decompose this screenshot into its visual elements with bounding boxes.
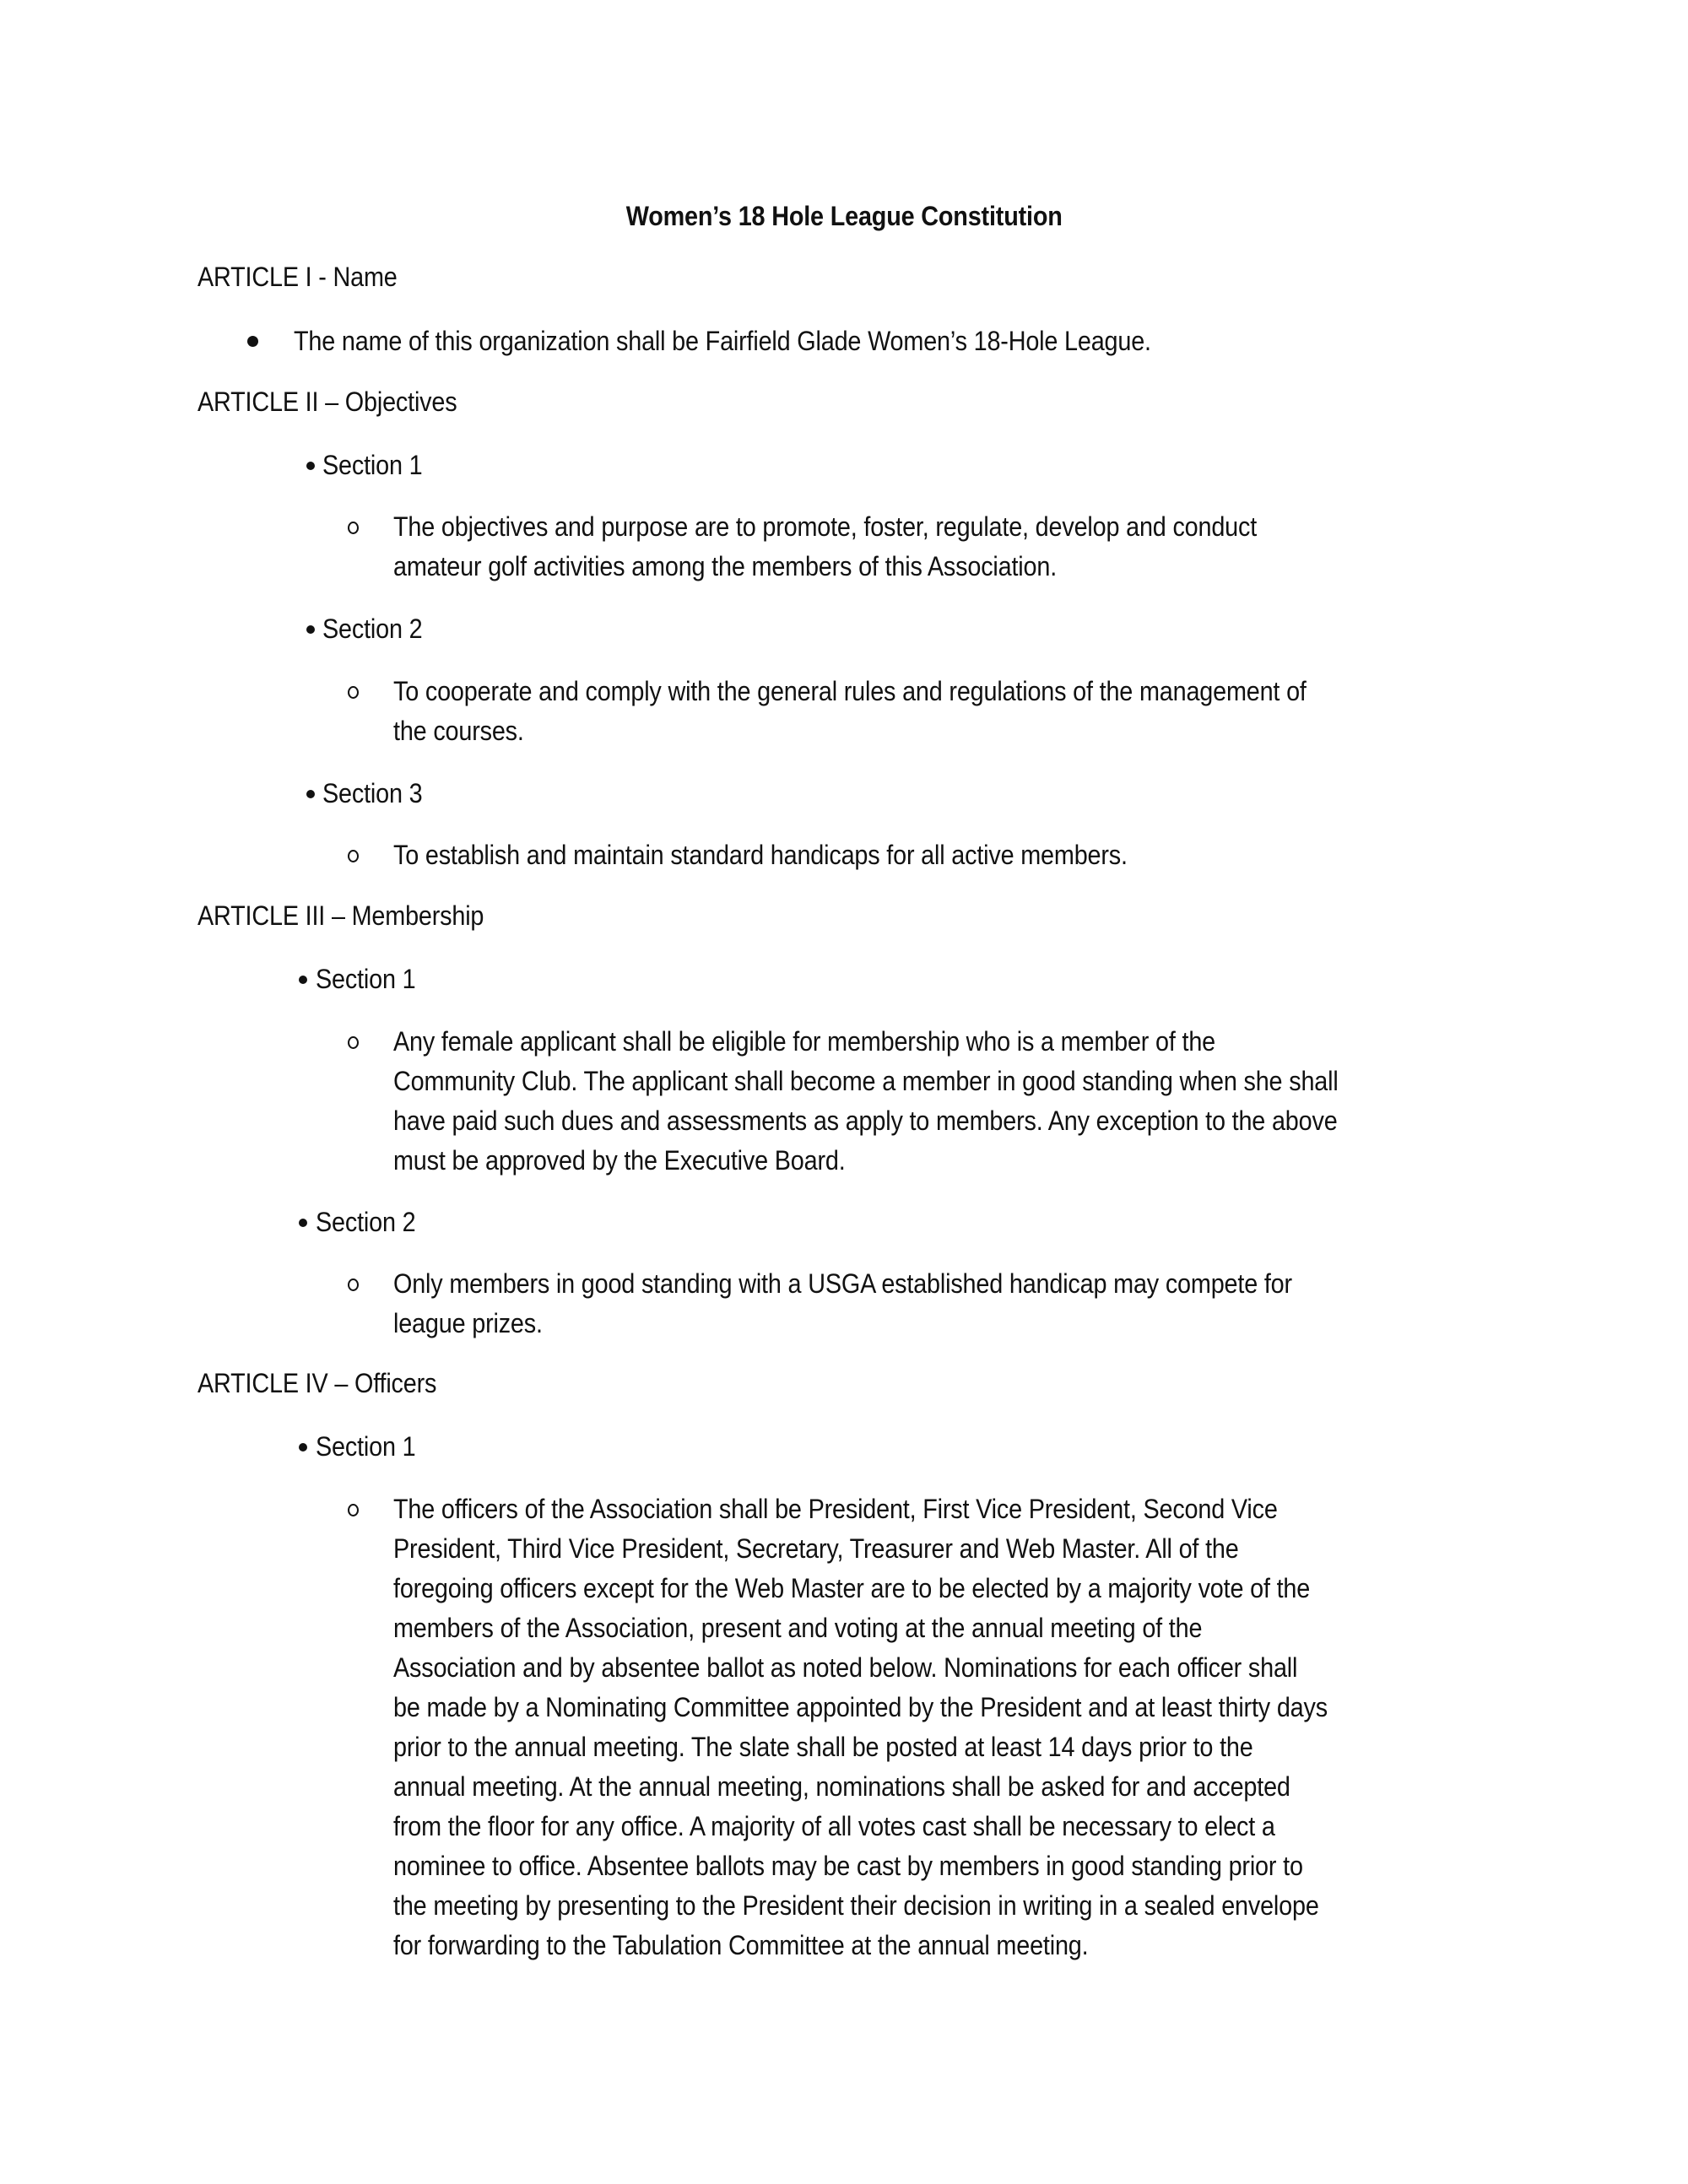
section-text-line: the courses. (393, 716, 524, 746)
section-label: Section 2 (316, 1207, 416, 1237)
section-text-line: from the floor for any office. A majority of all votes cast shall be necessary to elect a (393, 1811, 1275, 1841)
article-heading: ARTICLE I - Name (197, 262, 398, 292)
section-text-line: To establish and maintain standard handicaps for all active members. (393, 840, 1128, 870)
section-text-line: annual meeting. At the annual meeting, nominations shall be asked for and accepted (393, 1771, 1290, 1802)
bullet-icon (306, 462, 315, 470)
title-text: Women’s 18 Hole League Constitution (625, 201, 1063, 231)
article-heading: ARTICLE III – Membership (197, 900, 484, 931)
bullet-icon (306, 625, 315, 634)
section-text-line: Any female applicant shall be eligible for membership who is a member of the (393, 1026, 1216, 1057)
bullet-icon (299, 976, 307, 984)
hollow-bullet-icon (348, 686, 359, 699)
section-text-line: The officers of the Association shall be President, First Vice President, Second Vice (393, 1494, 1278, 1524)
section-text-line: must be approved by the Executive Board. (393, 1145, 846, 1176)
section-label: Section 1 (322, 450, 423, 480)
section-text-line: for forwarding to the Tabulation Committee at the annual meeting. (393, 1930, 1089, 1960)
section-text-line: league prizes. (393, 1308, 543, 1338)
section-text-line: To cooperate and comply with the general rules and regulations of the management of (393, 676, 1307, 706)
bullet-icon (247, 336, 258, 347)
section-text-line: the meeting by presenting to the President their decision in writing in a sealed envelope (393, 1890, 1319, 1921)
list-item-text: The name of this organization shall be Fairfield Glade Women’s 18-Hole League. (294, 326, 1151, 356)
section-label: Section 1 (316, 964, 416, 994)
hollow-bullet-icon (348, 522, 359, 534)
section-text-line: members of the Association, present and voting at the annual meeting of the (393, 1613, 1203, 1643)
section-text-line: Community Club. The applicant shall become a member in good standing when she shall (393, 1066, 1339, 1096)
bullet-icon (306, 790, 315, 798)
hollow-bullet-icon (348, 1279, 359, 1291)
hollow-bullet-icon (348, 850, 359, 862)
section-text-line: foregoing officers except for the Web Master are to be elected by a majority vote of the (393, 1573, 1311, 1603)
section-label: Section 3 (322, 778, 423, 808)
section-text-line: Association and by absentee ballot as noted below. Nominations for each officer shall (393, 1652, 1298, 1683)
section-text-line: Only members in good standing with a USGA established handicap may compete for (393, 1268, 1292, 1299)
bullet-icon (299, 1443, 307, 1451)
bullet-icon (299, 1219, 307, 1227)
section-label: Section 2 (322, 614, 423, 644)
section-text-line: amateur golf activities among the members of this Association. (393, 551, 1058, 581)
article-heading: ARTICLE II – Objectives (197, 387, 457, 417)
hollow-bullet-icon (348, 1036, 359, 1049)
section-text-line: President, Third Vice President, Secretary, Treasurer and Web Master. All of the (393, 1533, 1239, 1564)
section-text-line: be made by a Nominating Committee appointed by the President and at least thirty days (393, 1692, 1328, 1722)
section-label: Section 1 (316, 1431, 416, 1462)
section-text-line: The objectives and purpose are to promote, foster, regulate, develop and conduct (393, 511, 1258, 542)
article-heading: ARTICLE IV – Officers (197, 1368, 437, 1398)
hollow-bullet-icon (348, 1504, 359, 1516)
section-text-line: nominee to office. Absentee ballots may be cast by members in good standing prior to (393, 1851, 1303, 1881)
section-text-line: have paid such dues and assessments as apply to members. Any exception to the above (393, 1106, 1338, 1136)
section-text-line: prior to the annual meeting. The slate shall be posted at least 14 days prior to the (393, 1732, 1253, 1762)
document-title (0, 199, 1688, 233)
